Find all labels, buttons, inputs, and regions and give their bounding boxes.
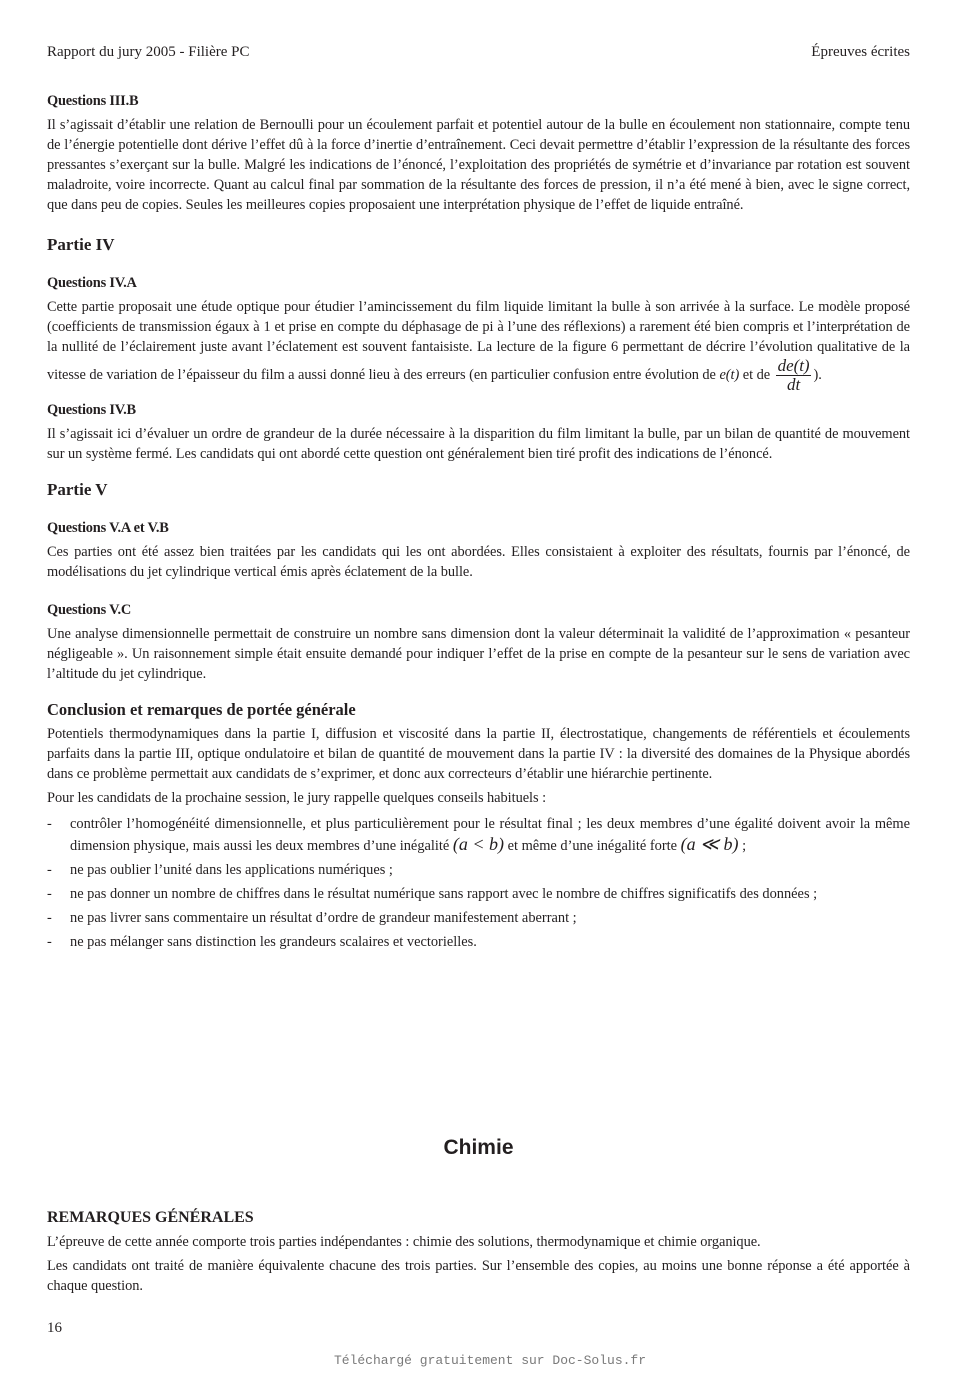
remarques-generales-title: REMARQUES GÉNÉRALES bbox=[47, 1209, 254, 1226]
advice-list bbox=[47, 814, 910, 952]
list-dash: - bbox=[47, 910, 52, 926]
math-inequality: (a < b) bbox=[452, 834, 505, 854]
chimie-content bbox=[47, 1208, 910, 1296]
advice-text: contrôler l’homogénéité dimensionnelle, et plus particulièrement pour le résultat final ; les deux membres d’une égalité doivent avoir la même dimension physique, mais aussi les deux membres d’une inégalité bbox=[70, 816, 910, 854]
section-title-q5c: Questions V.C bbox=[47, 602, 132, 618]
footer-watermark: Téléchargé gratuitement sur Doc-Solus.fr bbox=[333, 1353, 647, 1368]
section-title-q3b: Questions III.B bbox=[47, 93, 139, 109]
derivative-fraction bbox=[776, 357, 812, 394]
chimie-heading: Chimie bbox=[443, 1136, 514, 1159]
paragraph-q5ab: Ces parties ont été assez bien traitées par les candidats qui les ont abordées. Elles consistaient à exploiter des résultats, fournis par l’énoncé, de modélisations du jet cylindrique vertical émis après éclatement de la bulle. bbox=[47, 544, 910, 580]
advice-item bbox=[47, 932, 910, 952]
advice-item bbox=[47, 814, 910, 856]
advice-text: ne pas donner un nombre de chiffres dans le résultat numérique sans rapport avec le nombre de chiffres significatifs des données ; bbox=[70, 886, 818, 902]
list-dash: - bbox=[47, 862, 52, 878]
advice-item bbox=[47, 884, 910, 904]
paragraph-q3b: Il s’agissait d’établir une relation de Bernoulli pour un écoulement parfait et potentiel autour de la bulle en écoulement non stationnaire, compte tenu de l’énergie potentielle dont dérive l’effet dû à la force d’inertie d’entraînement. Ceci devait permettre d’établir l’expression de la résultante des forces pressantes s’exerçant sur la bulle. Malgré les indications de l’énoncé, l’exploitation des propriétés de symétrie et d’invariance par rotation est souvent maladroite, voire incorrecte. Quant au calcul final par sommation de la résultante des forces de pression, il n’a été mené à bien, avec le signe correct, que dans peu de copies. Seules les meilleures copies proposaient une interprétation physique de l’effet de liquide entraîné. bbox=[47, 117, 910, 213]
paragraph-q4a bbox=[47, 297, 910, 394]
advice-text: et même d’une inégalité forte bbox=[504, 838, 681, 854]
section-title-q4a: Questions IV.A bbox=[47, 275, 137, 291]
paragraph-chimie-1: L’épreuve de cette année comporte trois parties indépendantes : chimie des solutions, thermodynamique et chimie organique. bbox=[47, 1234, 761, 1250]
fraction-numerator: de(t) bbox=[777, 356, 810, 375]
section-title-q4b: Questions IV.B bbox=[47, 402, 136, 418]
paragraph-chimie-2: Les candidats ont traité de manière équivalente chacune des trois parties. Sur l’ensemble des copies, au moins une bonne réponse a été apportée à chaque question. bbox=[47, 1258, 910, 1294]
math-strong-inequality: (a ≪ b) bbox=[680, 834, 739, 854]
advice-item bbox=[47, 908, 910, 928]
list-dash: - bbox=[47, 816, 52, 832]
advice-text: ne pas oublier l’unité dans les applications numériques ; bbox=[70, 862, 393, 878]
page-number: 16 bbox=[47, 1320, 62, 1336]
paragraph-q4b: Il s’agissait ici d’évaluer un ordre de grandeur de la durée nécessaire à la disparition du film limitant la bulle, par un bilan de quantité de mouvement sur un système fermé. Les candidats qui ont abordé cette question ont généralement bien tiré profit des indications de l’énoncé. bbox=[47, 426, 910, 462]
advice-text: ne pas mélanger sans distinction les grandeurs scalaires et vectorielles. bbox=[70, 934, 477, 950]
section-title-q5ab: Questions V.A et V.B bbox=[47, 520, 169, 536]
advice-item bbox=[47, 860, 910, 880]
advice-text: ne pas livrer sans commentaire un résultat d’ordre de grandeur manifestement aberrant ; bbox=[70, 910, 577, 926]
q4a-text-end: ). bbox=[813, 366, 822, 383]
math-e-of-t: e(t) bbox=[719, 366, 740, 383]
advice-text: ; bbox=[738, 838, 747, 854]
fraction-denominator: dt bbox=[787, 375, 801, 394]
part-title-v: Partie V bbox=[47, 480, 108, 499]
page-header bbox=[47, 44, 910, 61]
paragraph-conclusion: Potentiels thermodynamiques dans la partie I, diffusion et viscosité dans la partie II, électrostatique, changements de référentiels et écoulements parfaits dans la partie III, optique ondulatoire et bilan de quantité de mouvement dans la partie IV : la diversité des domaines de la Physique abordés dans ce problème permettait aux candidats de s’exprimer, et donc aux correcteurs d’établir une hiérarchie pertinente. bbox=[47, 726, 910, 782]
paragraph-advice-intro: Pour les candidats de la prochaine session, le jury rappelle quelques conseils habituels : bbox=[47, 790, 547, 806]
q4a-text: Cette partie proposait une étude optique pour étudier l’amincissement du film liquide limitant la bulle à son arrivée à la surface. Le modèle proposé (coefficients de transmission égaux à 1 et prise en compte du déphasage de pi à l’une des réflexions) a rarement été bien compris et l’interprétation de la nullité de l’éclairement juste avant l’éclatement est souvent fantaisiste. La lecture de la figure 6 permettant de décrire l’évolution qualitative de la vitesse de variation de l’épaisseur du film a aussi donné lieu à des erreurs (en particulier confusion entre évolution de bbox=[47, 299, 910, 383]
part-title-iv: Partie IV bbox=[47, 235, 115, 254]
q4a-text-mid: et de bbox=[739, 366, 774, 383]
header-right: Épreuves écrites bbox=[811, 44, 910, 60]
header-left: Rapport du jury 2005 - Filière PC bbox=[47, 44, 250, 60]
paragraph-q5c: Une analyse dimensionnelle permettait de construire un nombre sans dimension dont la valeur déterminait la validité de l’approximation « pesanteur négligeable ». Un raisonnement simple était ensuite demandé pour indiquer l’effet de la prise en compte de la pesanteur sur le sens de variation avec l’altitude du jet cylindrique. bbox=[47, 626, 910, 682]
list-dash: - bbox=[47, 934, 52, 950]
physics-content bbox=[47, 91, 910, 956]
conclusion-title: Conclusion et remarques de portée générale bbox=[47, 700, 356, 719]
list-dash: - bbox=[47, 886, 52, 902]
